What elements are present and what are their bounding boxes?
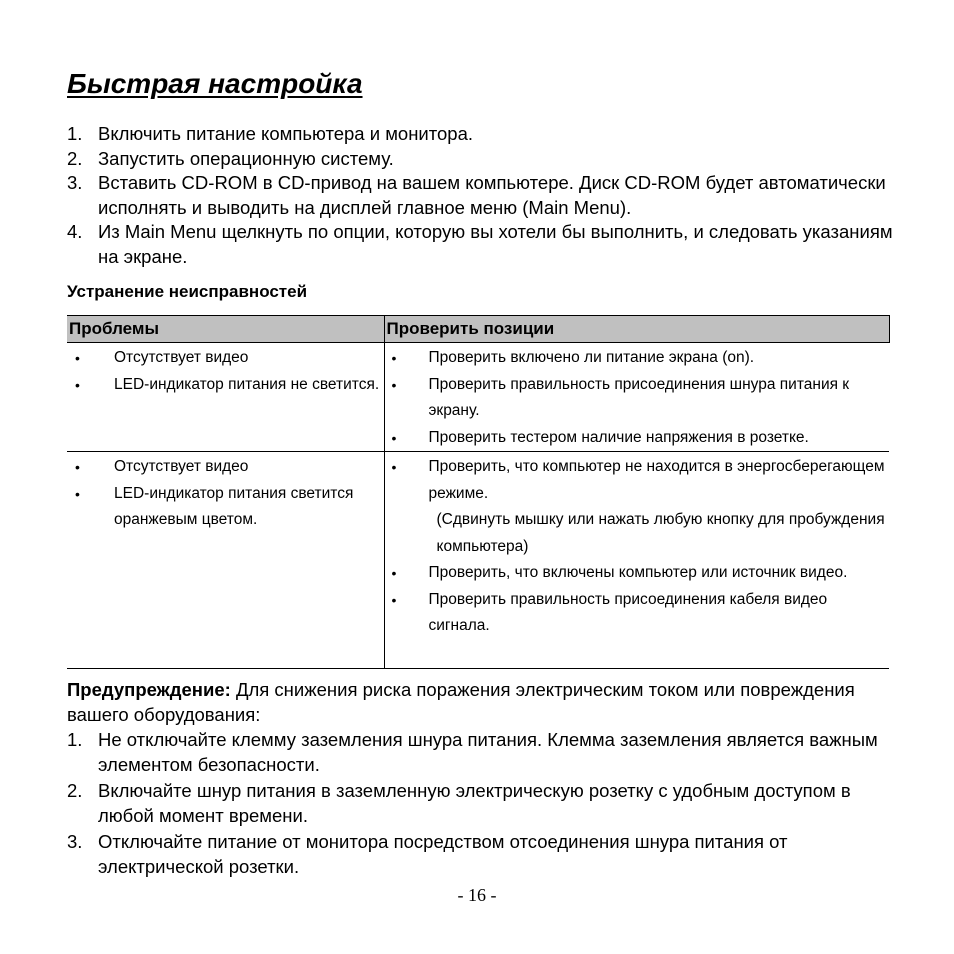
column-header-checks: Проверить позиции [384, 316, 889, 343]
table-row [67, 343, 889, 452]
problems-cell [67, 343, 384, 452]
item-number: 2. [67, 780, 83, 801]
item-text: Включить питание компьютера и монитора. [98, 123, 474, 144]
bullet-icon: • [391, 565, 397, 581]
checks-cell [384, 343, 889, 452]
problems-cell [67, 452, 384, 669]
bullet-icon: • [75, 376, 80, 393]
list-item [67, 220, 897, 269]
item-number: 2. [67, 147, 83, 169]
check-item: • Проверить, что компьютер не находится в энергосберегающем режиме. [385, 454, 890, 507]
warning-list [67, 728, 897, 881]
table-header-row [67, 316, 889, 343]
check-note: (Сдвинуть мышку или нажать любую кнопку для пробуждения компьютера) [436, 511, 885, 555]
item-text: Отключайте питание от монитора посредством отсоединения шнура питания от электрической розетки. [98, 831, 788, 877]
list-item [67, 171, 897, 220]
item-text: Не отключайте клемму заземления шнура питания. Клемма заземления является важным элементом безопасности. [98, 729, 878, 775]
column-header-problems: Проблемы [67, 316, 384, 343]
troubleshooting-heading: Устранение неисправностей [67, 282, 308, 301]
check-item: • Проверить включено ли питание экрана (on). [385, 345, 890, 372]
warning-text: Для снижения риска поражения электрическим током или повреждения вашего оборудования: [67, 679, 855, 725]
problem-item: • LED-индикатор питания не светится. [67, 372, 384, 399]
item-text: Из Main Menu щелкнуть по опции, которую вы хотели бы выполнить, и следовать указаниям на экране. [98, 221, 893, 267]
list-item [67, 779, 897, 828]
bullet-icon: • [391, 350, 397, 366]
check-item: • Проверить, что включены компьютер или источник видео. [385, 560, 890, 587]
page-number: - 16 - [457, 885, 497, 905]
item-number: 3. [67, 172, 83, 193]
bullet-icon: • [391, 429, 397, 446]
bullet-icon: • [391, 591, 397, 608]
list-item [67, 728, 897, 777]
troubleshooting-table [67, 315, 890, 669]
check-item: • Проверить тестером наличие напряжения в розетке. [385, 425, 890, 452]
problem-item: • Отсутствует видео [67, 454, 384, 481]
list-item [67, 122, 897, 147]
check-item: • Проверить правильность присоединения кабеля видео сигнала. [385, 587, 890, 640]
item-number: 3. [67, 831, 83, 852]
bullet-icon: • [75, 350, 80, 366]
problem-item: • Отсутствует видео [67, 345, 384, 372]
item-number: 1. [67, 123, 83, 144]
problem-item: • LED-индикатор питания светится оранжевым цветом. [67, 481, 384, 534]
bullet-icon: • [75, 485, 80, 502]
table-row [67, 452, 889, 669]
list-item [67, 830, 897, 879]
warning-label: Предупреждение: [67, 679, 231, 700]
item-text: Вставить CD-ROM в CD-привод на вашем компьютере. Диск CD-ROM будет автоматически исполнять и выводить на дисплей главное меню (Main Menu). [98, 172, 886, 218]
item-text: Запустить операционную систему. [98, 147, 394, 169]
list-item [67, 147, 897, 172]
check-item: • Проверить правильность присоединения шнура питания к экрану. [385, 372, 890, 425]
bullet-icon: • [391, 376, 397, 393]
item-text: Включайте шнур питания в заземленную электрическую розетку с удобным доступом в любой момент времени. [98, 780, 851, 826]
page-title: Быстрая настройка [67, 68, 363, 99]
item-number: 4. [67, 221, 83, 242]
bullet-icon: • [75, 459, 80, 475]
warning-paragraph [67, 678, 887, 727]
setup-steps-list [67, 122, 897, 269]
bullet-icon: • [391, 459, 397, 475]
item-number: 1. [67, 729, 83, 750]
checks-cell [384, 452, 889, 669]
